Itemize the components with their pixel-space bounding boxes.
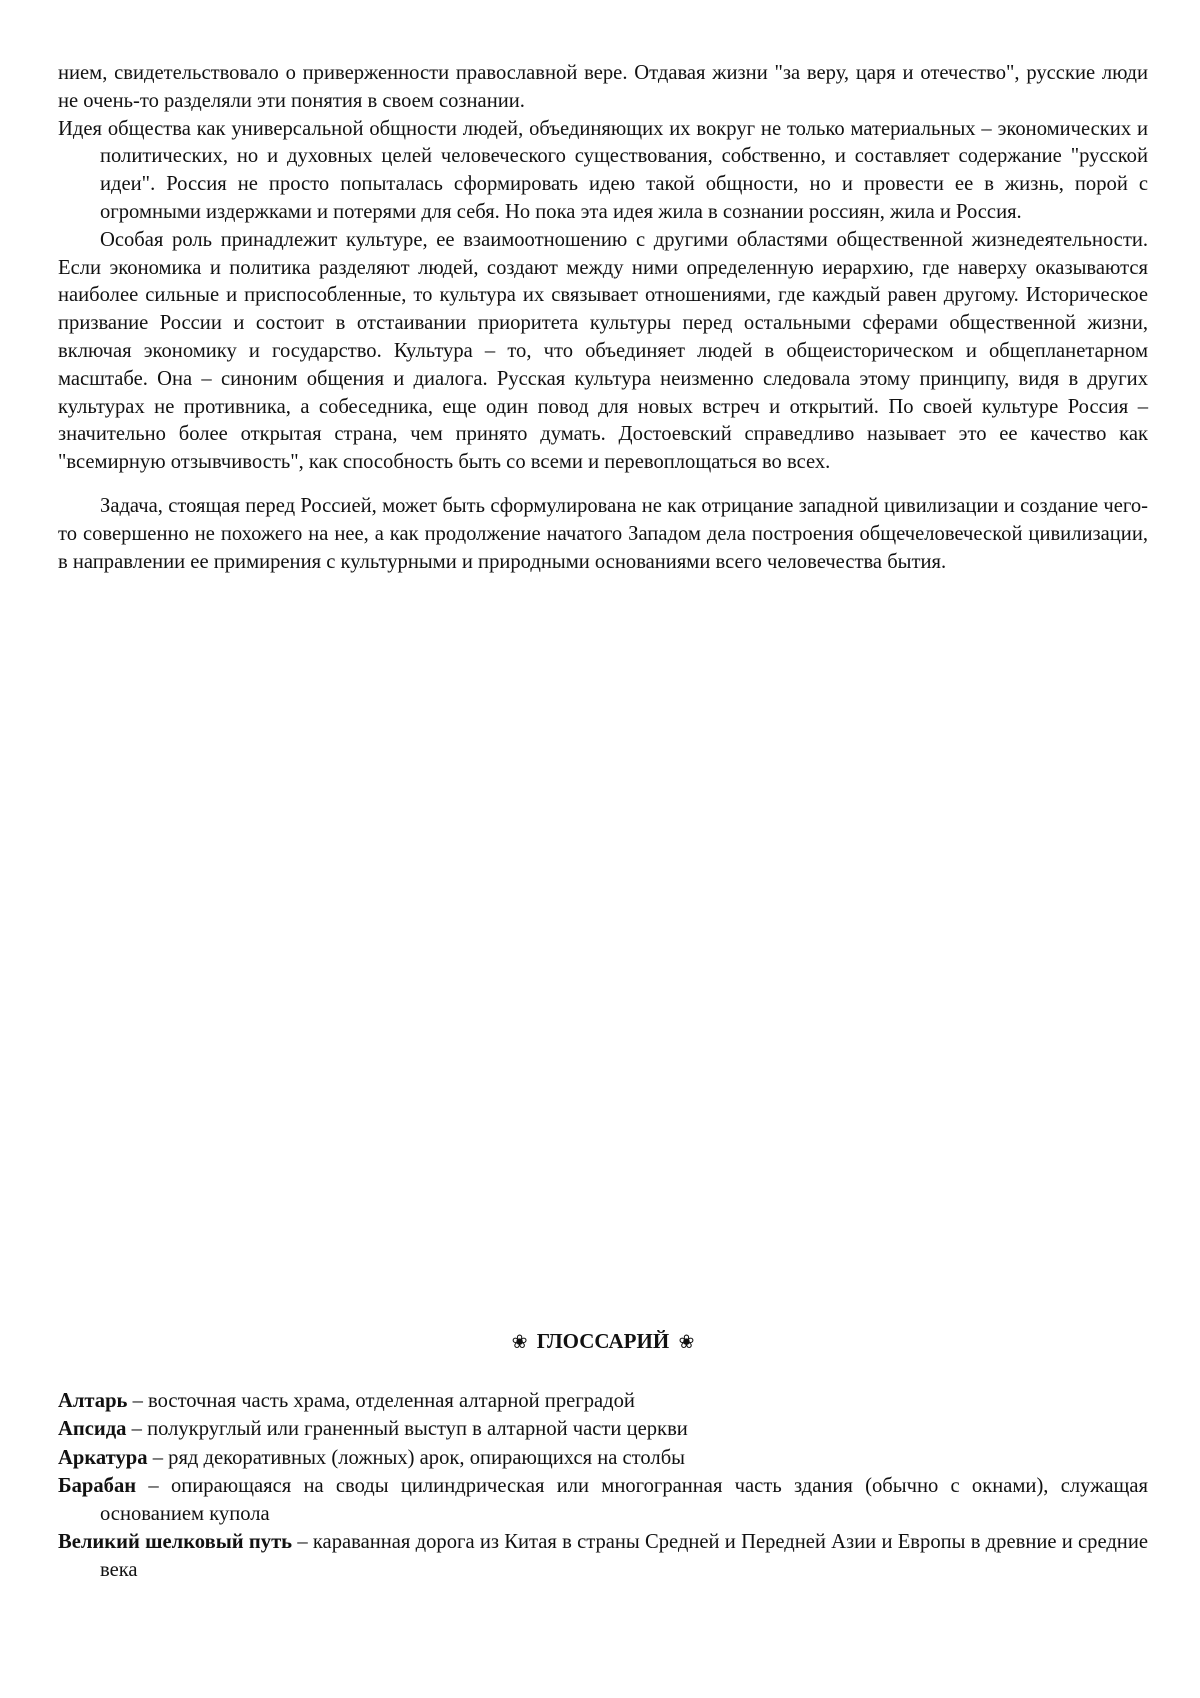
glossary-entry <box>58 1472 1148 1528</box>
glossary-definition: – ряд декоративных (ложных) арок, опирающихся на столбы <box>147 1446 686 1469</box>
ornament-right-icon: ❀ <box>678 1332 695 1353</box>
ornament-left-icon: ❀ <box>511 1332 528 1353</box>
glossary-definition: – караванная дорога из Китая в страны Средней и Передней Азии и Европы в древние и средние века <box>100 1531 1148 1582</box>
glossary-term: Барабан <box>58 1474 137 1497</box>
glossary-term: Аркатура <box>58 1446 148 1469</box>
glossary-entry <box>58 1415 1148 1443</box>
paragraph-3: Особая роль принадлежит культуре, ее взаимоотношению с другими областями общественной жизнедеятельности. Если экономика и политика разделяют людей, создают между ними определенную иерархию, где наверху оказываются наиболее сильные и приспособленные, то культура их связывает отношениями, где каждый равен другому. Историческое призвание России и состоит в отстаивании приоритета культуры перед остальными сферами общественной жизни, включая экономику и государство. Культура – то, что объединяет людей в общеисторическом и общепланетарном масштабе. Она – синоним общения и диалога. Русская культура неизменно следовала этому принципу, видя в других культурах не противника, а собеседника, еще один повод для новых встреч и открытий. По своей культуре Россия – значительно более открытая страна, чем принято думать. Достоевский справедливо называет это ее качество как "всемирную отзывчивость", как способность быть со всеми и перевоплощаться во всех. <box>58 228 1148 474</box>
glossary-heading <box>58 1327 1148 1357</box>
body-text <box>58 60 1148 576</box>
glossary-term: Алтарь <box>58 1390 128 1413</box>
paragraph-1: нием, свидетельствовало о приверженности православной вере. Отдавая жизни "за веру, царя и отечество", русские люди не очень-то разделяли эти понятия в своем сознании. <box>58 62 1148 112</box>
glossary-entry <box>58 1528 1148 1584</box>
glossary-term: Великий шелковый путь <box>58 1531 293 1554</box>
glossary-section <box>58 1327 1148 1585</box>
glossary-entry <box>58 1387 1148 1415</box>
glossary-entry <box>58 1444 1148 1472</box>
paragraph-4: Задача, стоящая перед Россией, может быть сформулирована не как отрицание западной цивилизации и создание чего-то совершенно не похожего на нее, а как продолжение начатого Западом дела построения общечеловеческой цивилизации, в направлении ее примирения с культурными и природными основаниями всего человечества бытия. <box>58 494 1148 573</box>
glossary-title: ГЛОССАРИЙ <box>536 1329 670 1353</box>
glossary-definition: – полукруглый или граненный выступ в алтарной части церкви <box>126 1418 688 1441</box>
glossary-definition: – опирающаяся на своды цилиндрическая или многогранная часть здания (обычно с окнами), служащая основанием купола <box>100 1474 1148 1526</box>
glossary-term: Апсида <box>58 1418 127 1441</box>
glossary-definition: – восточная часть храма, отделенная алтарной преградой <box>127 1390 635 1413</box>
paragraph-2: Идея общества как универсальной общности людей, объединяющих их вокруг не только материальных – экономических и политических, но и духовных целей человеческого существования, собственно, и составляет содержание "русской идеи". Россия не просто попыталась сформировать идею такой общности, но и провести ее в жизнь, порой с огромными издержками и потерями для себя. Но пока эта идея жила в сознании россиян, жила и Россия. <box>58 117 1148 223</box>
